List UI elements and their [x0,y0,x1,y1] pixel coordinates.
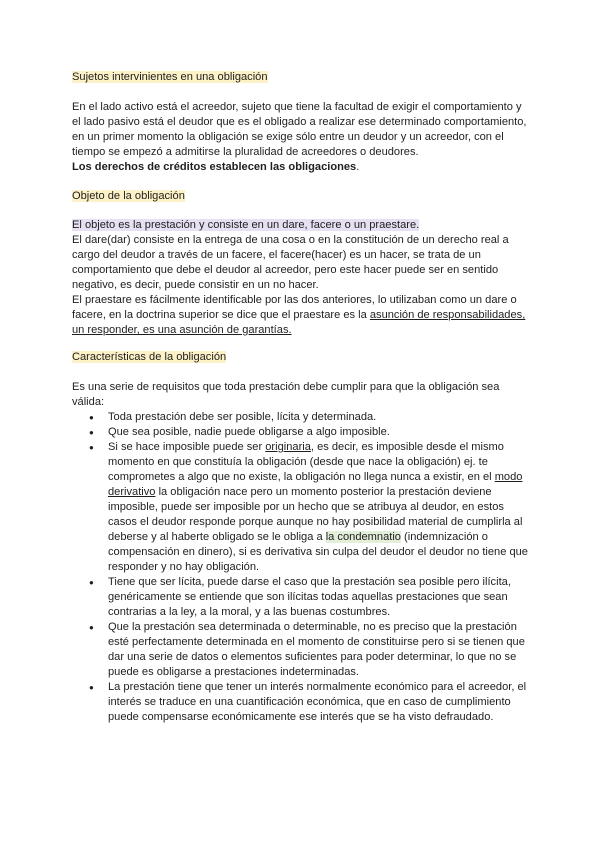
paragraph-objeto [72,218,532,338]
underlined-text: asunción de responsabilidades, un responder, es una asunción de garantías. [72,309,526,336]
paragraph-dare: El dare(dar) consiste en la entrega de una cosa o en la constitución de un derecho real a cargo del deudor a través de un facere, el facere(hacer) es un hacer, se trata de un comportamiento que debe el deudor al acreedor, pero este hacer puede ser en sentido negativo, es decir, puede consistir en un no hacer. [72,234,509,291]
section-heading-objeto [72,189,185,204]
bold-line-end: . [356,161,360,173]
bold-text: Los derechos de créditos establecen las obligaciones [72,161,357,173]
objeto-highlight-line [72,218,532,233]
term-condemnatio: la condemnatio [325,531,401,543]
term-originaria: originaria [265,441,311,453]
list-item [72,425,532,440]
highlighted-sentence: El objeto es la prestación y consiste en un dare, facere o un praestare. [72,219,420,231]
list-item-text: ● Toda prestación debe ser posible, lícita y determinada. [108,411,377,423]
list-item-text [108,440,532,575]
section-heading-sujetos [72,70,268,85]
list-item-text: ● La prestación tiene que tener un interés normalmente económico para el acreedor, el interés se traduce en una cuantificación económica, que en caso de cumplimiento puede compensarse económicamente ese interés que se ha visto defraudado. [108,681,527,723]
paragraph-praestare [72,293,532,338]
text-part: la obligación nace pero un momento posterior la prestación deviene imposible, puede ser imposible por un hecho que se atribuya al deudor, en estos casos el deudor responde porque aunque no hay posibilidad material de cumplirla al deberse y al haberte obligado se le obliga a [108,486,523,543]
list-item-text: ● Que sea posible, nadie puede obligarse a algo imposible. [108,426,390,438]
heading-text: Características de la obligación [72,351,227,363]
paragraph-sujetos [72,100,532,175]
heading-text: Sujetos intervinientes en una obligación [72,71,268,83]
list-item [72,680,532,725]
list-item-text: ● Que la prestación sea determinada o determinable, no es preciso que la prestación esté perfectamente determinada en el momento de constituirse pero si se tienen que dar una serie de datos o elementos suficientes para poder determinar, lo que no se puede es obligarse a prestaciones indeterminadas. [108,621,525,678]
bold-line [72,160,532,175]
praestare-text: El praestare es fácilmente identificable por las dos anteriores, lo utilizaban como un dare o facere, en la doctrina superior se dice que el praestare es la [72,294,517,321]
text-part: , es decir, es imposible desde el mismo momento en que constituía la obligación (desde que nace la obligación) ej. te comprometes a algo que no existe, la obligación no llega nunca a existir, en el [108,441,504,483]
list-item [72,410,532,425]
list-item [72,440,532,575]
list-item [72,575,532,620]
heading-text: Objeto de la obligación [72,190,185,202]
term-modo-derivativo: modo derivativo [108,471,523,498]
list-item-text: ● Tiene que ser lícita, puede darse el caso que la prestación sea posible pero ilícita, genéricamente se entiende que son ilícitas todas aquellas prestaciones que sean contrarias a la ley, a la moral, y a las buenas costumbres. [108,576,511,618]
paragraph-intro [72,380,532,410]
intro-text: Es una serie de requisitos que toda prestación debe cumplir para que la obligación sea válida: [72,381,500,408]
text-part: Si se hace imposible puede ser [108,441,266,453]
paragraph-text: En el lado activo está el acreedor, sujeto que tiene la facultad de exigir el comportamiento y el lado pasivo está el deudor que es el obligado a realizar ese determinado comportamiento, en un primer momento la obligación se exige sólo entre un deudor y un acreedor, con el tiempo se empezó a admitirse la pluralidad de acreedores o deudores. [72,101,527,158]
text-part: (indemnización o compensación en dinero), si es derivativa sin culpa del deudor el deudor no tiene que responder y no hay obligación. [108,531,528,573]
list-item [72,620,532,680]
characteristics-list [72,410,532,725]
section-heading-caracteristicas [72,350,226,365]
